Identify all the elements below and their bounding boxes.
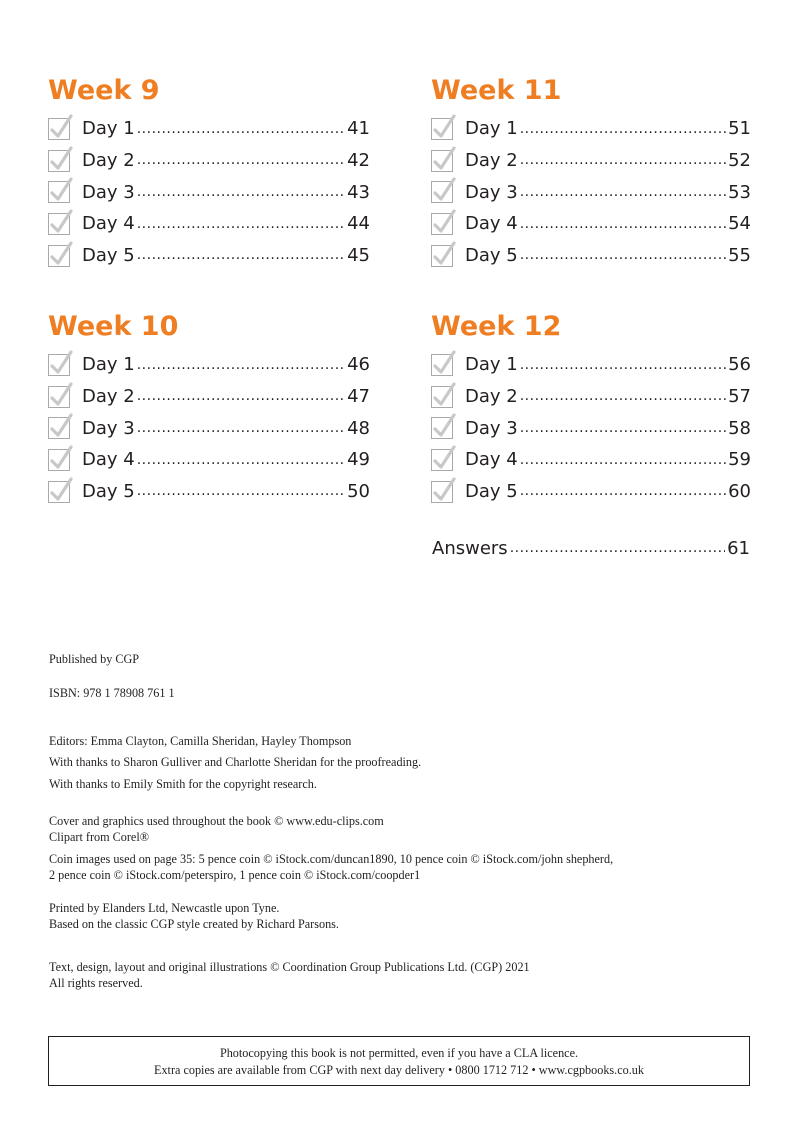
list-item[interactable] [431, 208, 751, 240]
checkbox-icon[interactable] [48, 150, 70, 172]
checkbox-icon[interactable] [48, 245, 70, 267]
credits [49, 651, 139, 667]
tick-icon [49, 349, 73, 375]
tick-icon [432, 444, 456, 470]
page-number: 57 [728, 386, 751, 408]
tick-icon [49, 176, 73, 202]
page-number: 41 [347, 118, 370, 140]
leader-dots [137, 387, 345, 412]
day-label: Day 2 [82, 386, 135, 408]
list-item[interactable] [48, 349, 370, 381]
checkbox-icon[interactable] [48, 213, 70, 235]
leader-dots [137, 451, 345, 476]
day-label: Day 2 [465, 150, 518, 172]
leader-dots [510, 539, 725, 564]
week-12-section [431, 311, 751, 507]
tick-icon [432, 145, 456, 171]
list-item[interactable] [48, 444, 370, 476]
list-item[interactable] [431, 113, 751, 145]
tick-icon [432, 176, 456, 202]
week-title: Week 10 [48, 311, 179, 342]
leader-dots [520, 120, 726, 145]
day-label: Day 1 [82, 354, 135, 376]
list-item[interactable] [431, 412, 751, 444]
checkbox-icon[interactable] [431, 181, 453, 203]
list-item[interactable] [431, 381, 751, 413]
leader-dots [520, 419, 726, 444]
rights-line: All rights reserved. [49, 976, 143, 990]
page-number: 48 [347, 417, 370, 439]
credits [49, 900, 339, 932]
photocopy-notice-box [48, 1036, 750, 1086]
day-label: Day 1 [465, 354, 518, 376]
leader-dots [520, 151, 726, 176]
editors-line: Editors: Emma Clayton, Camilla Sheridan, Hayley Thompson [49, 734, 352, 748]
checkbox-icon[interactable] [431, 245, 453, 267]
checkbox-icon[interactable] [48, 181, 70, 203]
list-item[interactable] [48, 176, 370, 208]
checkbox-icon[interactable] [431, 481, 453, 503]
day-label: Day 2 [465, 386, 518, 408]
thanks-proofreading-line: With thanks to Sharon Gulliver and Charlotte Sheridan for the proofreading. [49, 755, 422, 769]
list-item[interactable] [48, 240, 370, 272]
list-item[interactable] [431, 349, 751, 381]
page-number: 46 [347, 354, 370, 376]
checkbox-icon[interactable] [431, 150, 453, 172]
thanks-copyright-line: With thanks to Emily Smith for the copyright research. [49, 777, 317, 791]
day-label: Day 3 [82, 417, 135, 439]
week-11-section [431, 75, 751, 271]
page-number: 60 [728, 481, 751, 503]
tick-icon [49, 476, 73, 502]
page-number: 50 [347, 481, 370, 503]
clipart-credit-line: Clipart from Corel® [49, 830, 149, 844]
page-number: 51 [728, 118, 751, 140]
list-item[interactable] [48, 412, 370, 444]
page-number: 47 [347, 386, 370, 408]
credits [49, 959, 530, 991]
leader-dots [137, 482, 345, 507]
tick-icon [432, 349, 456, 375]
publisher-line: Published by CGP [49, 652, 140, 666]
tick-icon [49, 381, 73, 407]
answers-entry[interactable] [432, 532, 750, 564]
page-number: 45 [347, 245, 370, 267]
coin-credit-line: 2 pence coin © iStock.com/peterspiro, 1 pence coin © iStock.com/coopder1 [49, 868, 421, 882]
notice-line: Extra copies are available from CGP with next day delivery • 0800 1712 712 • www.cgpbooks.co.uk [154, 1063, 644, 1077]
page-number: 61 [727, 537, 750, 559]
leader-dots [520, 451, 726, 476]
day-label: Day 2 [82, 150, 135, 172]
leader-dots [137, 215, 345, 240]
style-credit-line: Based on the classic CGP style created by Richard Parsons. [49, 917, 339, 931]
checkbox-icon[interactable] [431, 354, 453, 376]
printer-line: Printed by Elanders Ltd, Newcastle upon Tyne. [49, 901, 280, 915]
checkbox-icon[interactable] [431, 213, 453, 235]
page-number: 49 [347, 449, 370, 471]
week-title: Week 11 [431, 75, 562, 106]
day-label: Day 5 [465, 245, 518, 267]
leader-dots [520, 246, 726, 271]
week-9-section [48, 75, 370, 271]
credits [49, 813, 384, 845]
page-number: 52 [728, 150, 751, 172]
page-number: 53 [728, 181, 751, 203]
day-label: Day 4 [465, 449, 518, 471]
credits [49, 851, 613, 883]
day-label: Day 4 [465, 213, 518, 235]
isbn-line: ISBN: 978 1 78908 761 1 [49, 686, 175, 700]
credits [49, 776, 317, 792]
week-title: Week 12 [431, 311, 562, 342]
day-label: Day 5 [82, 481, 135, 503]
page-number: 42 [347, 150, 370, 172]
list-item[interactable] [431, 476, 751, 508]
tick-icon [432, 208, 456, 234]
tick-icon [432, 412, 456, 438]
leader-dots [137, 151, 345, 176]
checkbox-icon[interactable] [431, 417, 453, 439]
checkbox-icon[interactable] [431, 449, 453, 471]
tick-icon [432, 113, 456, 139]
leader-dots [520, 215, 726, 240]
page-number: 56 [728, 354, 751, 376]
tick-icon [432, 381, 456, 407]
list-item[interactable] [431, 176, 751, 208]
tick-icon [49, 145, 73, 171]
tick-icon [49, 208, 73, 234]
list-item[interactable] [48, 208, 370, 240]
week-title: Week 9 [48, 75, 160, 106]
tick-icon [49, 113, 73, 139]
week-10-section [48, 311, 370, 507]
list-item[interactable] [431, 444, 751, 476]
checkbox-icon[interactable] [48, 417, 70, 439]
leader-dots [520, 482, 726, 507]
page-number: 59 [728, 449, 751, 471]
page-number: 55 [728, 245, 751, 267]
list-item[interactable] [431, 240, 751, 272]
day-label: Day 3 [465, 417, 518, 439]
credits [49, 733, 351, 749]
answers-label: Answers [432, 537, 508, 559]
leader-dots [520, 356, 726, 381]
credits [49, 754, 421, 770]
coin-credit-line: Coin images used on page 35: 5 pence coin © iStock.com/duncan1890, 10 pence coin © iStock.com/john shepherd, [49, 852, 614, 866]
cover-credit-line: Cover and graphics used throughout the book © www.edu-clips.com [49, 814, 384, 828]
tick-icon [432, 476, 456, 502]
list-item[interactable] [48, 476, 370, 508]
tick-icon [49, 444, 73, 470]
day-label: Day 4 [82, 213, 135, 235]
page-number: 58 [728, 417, 751, 439]
list-item[interactable] [48, 381, 370, 413]
day-label: Day 5 [465, 481, 518, 503]
checkbox-icon[interactable] [431, 386, 453, 408]
list-item[interactable] [48, 113, 370, 145]
leader-dots [137, 120, 345, 145]
day-label: Day 4 [82, 449, 135, 471]
page-number: 44 [347, 213, 370, 235]
checkbox-icon[interactable] [48, 354, 70, 376]
checkbox-icon[interactable] [48, 386, 70, 408]
credits [49, 685, 175, 701]
checkbox-icon[interactable] [431, 118, 453, 140]
list-item[interactable] [431, 145, 751, 177]
tick-icon [432, 240, 456, 266]
checkbox-icon[interactable] [48, 449, 70, 471]
page-number: 54 [728, 213, 751, 235]
day-label: Day 5 [82, 245, 135, 267]
day-label: Day 1 [82, 118, 135, 140]
leader-dots [520, 387, 726, 412]
notice-line: Photocopying this book is not permitted, even if you have a CLA licence. [219, 1046, 579, 1060]
leader-dots [137, 419, 345, 444]
leader-dots [137, 183, 345, 208]
checkbox-icon[interactable] [48, 481, 70, 503]
leader-dots [137, 356, 345, 381]
day-label: Day 3 [465, 181, 518, 203]
leader-dots [520, 183, 726, 208]
checkbox-icon[interactable] [48, 118, 70, 140]
tick-icon [49, 412, 73, 438]
leader-dots [137, 246, 345, 271]
day-label: Day 1 [465, 118, 518, 140]
copyright-line: Text, design, layout and original illustrations © Coordination Group Publications Ltd. (CGP) 2021 [49, 960, 530, 974]
page-number: 43 [347, 181, 370, 203]
day-label: Day 3 [82, 181, 135, 203]
tick-icon [49, 240, 73, 266]
list-item[interactable] [48, 145, 370, 177]
